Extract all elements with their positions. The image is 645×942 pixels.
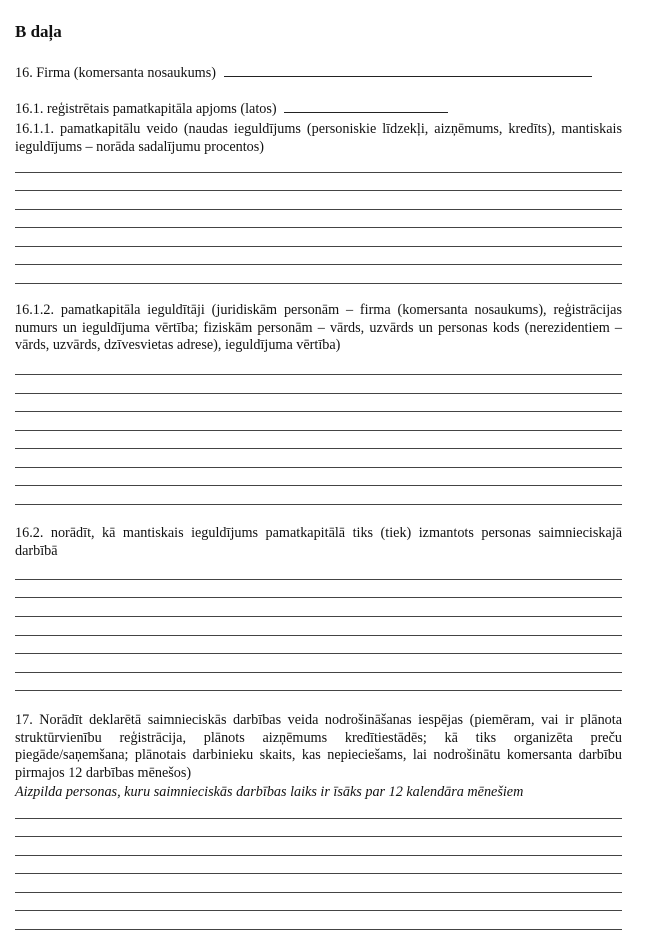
field-16-2-label: 16.2. norādīt, kā mantiskais ieguldījums pamatkapitālā tiks (tiek) izmantots personas saimnieciskajā darbībā: [15, 525, 622, 559]
section-title: B daļa: [15, 22, 62, 41]
answer-line[interactable]: [15, 227, 622, 228]
answer-line[interactable]: [15, 910, 622, 911]
answer-line[interactable]: [15, 818, 622, 819]
answer-line[interactable]: [15, 672, 622, 673]
answer-line[interactable]: [15, 597, 622, 598]
field-16-1-row: [15, 100, 622, 119]
answer-line[interactable]: [15, 393, 622, 394]
answer-line[interactable]: [15, 855, 622, 856]
answer-line[interactable]: [15, 430, 622, 431]
field-16-input-line[interactable]: [224, 64, 592, 77]
field-17-label: 17. Norādīt deklarētā saimnieciskās darbības veida nodrošināšanas iespējas (piemēram, vai ir plānota struktūrvienību reģistrācija, plānots aizņēmums kredītiestādēs; kā tiks organizēta preču piegāde/saņemšana; plānotais darbinieku skaits, kas nepieciešams, lai nodrošinātu komersanta darbību pirmajos 12 darbības mēnešos): [15, 712, 622, 781]
answer-line[interactable]: [15, 616, 622, 617]
field-16-label: 16. Firma (komersanta nosaukums): [15, 65, 216, 81]
answer-line[interactable]: [15, 448, 622, 449]
answer-line[interactable]: [15, 374, 622, 375]
answer-line[interactable]: [15, 411, 622, 412]
answer-line[interactable]: [15, 467, 622, 468]
answer-line[interactable]: [15, 504, 622, 505]
field-16-row: [15, 64, 622, 83]
answer-line[interactable]: [15, 690, 622, 691]
answer-line[interactable]: [15, 209, 622, 210]
answer-line[interactable]: [15, 653, 622, 654]
field-16-1-2-label: 16.1.2. pamatkapitāla ieguldītāji (juridiskām personām – firma (komersanta nosaukums), reģistrācijas numurs un ieguldījuma vērtība; fiziskām personām – vārds, uzvārds un personas kods (nerezidentiem – vārds, uzvārds, dzīvesvietas adrese), ieguldījuma vērtība): [15, 302, 622, 353]
field-16-1-1-label: 16.1.1. pamatkapitālu veido (naudas ieguldījums (personiskie līdzekļi, aizņēmums, kredīts), mantiskais ieguldījums – norāda sadalījumu procentos): [15, 121, 622, 155]
answer-line[interactable]: [15, 172, 622, 173]
answer-line[interactable]: [15, 283, 622, 284]
answer-line[interactable]: [15, 635, 622, 636]
answer-line[interactable]: [15, 836, 622, 837]
field-17-note: Aizpilda personas, kuru saimnieciskās darbības laiks ir īsāks par 12 kalendāra mēnešiem: [15, 784, 524, 800]
answer-line[interactable]: [15, 485, 622, 486]
field-16-1-input-line[interactable]: [284, 100, 448, 113]
answer-line[interactable]: [15, 264, 622, 265]
answer-line[interactable]: [15, 892, 622, 893]
field-16-1-label: 16.1. reģistrētais pamatkapitāla apjoms (latos): [15, 101, 277, 117]
answer-line[interactable]: [15, 190, 622, 191]
answer-line[interactable]: [15, 873, 622, 874]
answer-line[interactable]: [15, 579, 622, 580]
answer-line[interactable]: [15, 246, 622, 247]
answer-line[interactable]: [15, 929, 622, 930]
